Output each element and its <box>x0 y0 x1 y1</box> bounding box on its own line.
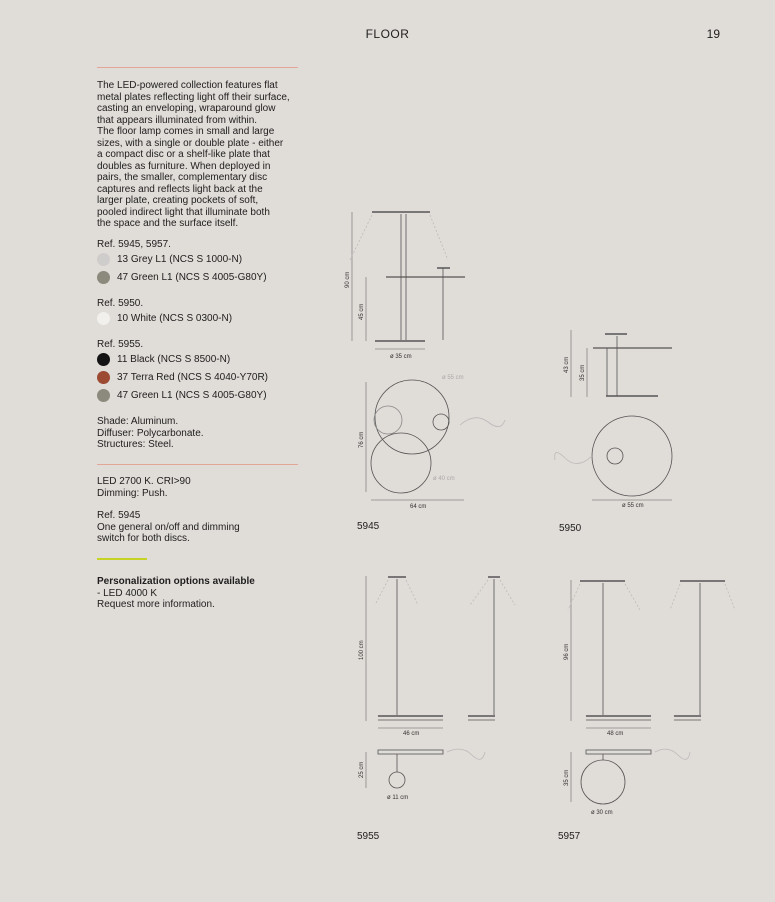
dim-label: ø 55 cm <box>622 503 644 509</box>
dim-label: ø 30 cm <box>591 810 613 816</box>
dim-label: ø 35 cm <box>390 354 412 360</box>
ref-label: Ref. 5950. <box>97 298 144 309</box>
intro-text: The LED-powered collection features flat metal plates reflecting light off their surface, casting an enveloping, wraparound glow that appears illuminated from within. The floor lamp comes in small and large sizes, with a single or double plate - either a compact disc or a shelf-like plate that doubles as furniture. When deployed in pairs, the smaller, complementary disc captures and reflects light back at the larger plate, creating pockets of soft, pooled indirect light that illuminate both the space and the surface itself. <box>97 80 290 229</box>
materials: Shade: Aluminum. Diffuser: Polycarbonate. Structures: Steel. <box>97 416 204 450</box>
switch-note: Ref. 5945 One general on/off and dimming switch for both discs. <box>97 510 240 544</box>
page-number: 19 <box>706 27 720 41</box>
finish-item: 47 Green L1 (NCS S 4005-G80Y) <box>97 389 267 402</box>
drawing-5945-elevation <box>350 212 465 349</box>
dim-label: 46 cm <box>403 731 420 737</box>
finish-item: 37 Terra Red (NCS S 4040-Y70R) <box>97 371 268 384</box>
dim-label: ø 55 cm <box>442 375 464 381</box>
drawing-5950-elevation <box>571 330 672 397</box>
dim-label: 35 cm <box>564 769 570 786</box>
drawing-5955-elevation <box>366 576 515 728</box>
drawing-5957-plan <box>571 749 690 804</box>
ref-label: Ref. 5945, 5957. <box>97 239 171 250</box>
model-label-5957: 5957 <box>558 831 581 842</box>
dim-label: 35 cm <box>580 364 586 381</box>
drawing-5950-plan <box>555 416 672 500</box>
dim-label: 76 cm <box>359 431 365 448</box>
finish-item: 13 Grey L1 (NCS S 1000-N) <box>97 253 242 266</box>
personalization: Personalization options available - LED 4000 K Request more information. <box>97 576 255 610</box>
model-label-5955: 5955 <box>357 831 380 842</box>
model-label-5950: 5950 <box>559 523 582 534</box>
finish-item: 47 Green L1 (NCS S 4005-G80Y) <box>97 271 267 284</box>
model-label-5945: 5945 <box>357 521 380 532</box>
dim-label: 25 cm <box>359 761 365 778</box>
finish-item: 10 White (NCS S 0300-N) <box>97 312 232 325</box>
drawing-5957-elevation <box>568 580 735 728</box>
dim-label: ø 40 cm <box>433 476 455 482</box>
dim-label: 48 cm <box>607 731 624 737</box>
finish-item: 11 Black (NCS S 8500-N) <box>97 353 230 366</box>
dim-label: ø 11 cm <box>387 795 409 801</box>
dim-label: 64 cm <box>410 504 427 510</box>
dim-label: 90 cm <box>345 271 351 288</box>
drawing-5955-plan <box>366 749 485 788</box>
specs: LED 2700 K. CRI>90 Dimming: Push. <box>97 476 191 499</box>
section-title: FLOOR <box>365 27 410 41</box>
ref-label: Ref. 5955. <box>97 339 144 350</box>
dim-label: 45 cm <box>359 303 365 320</box>
drawing-5945-plan <box>366 380 505 500</box>
dim-label: 43 cm <box>564 356 570 373</box>
dim-label: 100 cm <box>359 640 365 660</box>
dim-label: 96 cm <box>564 643 570 660</box>
